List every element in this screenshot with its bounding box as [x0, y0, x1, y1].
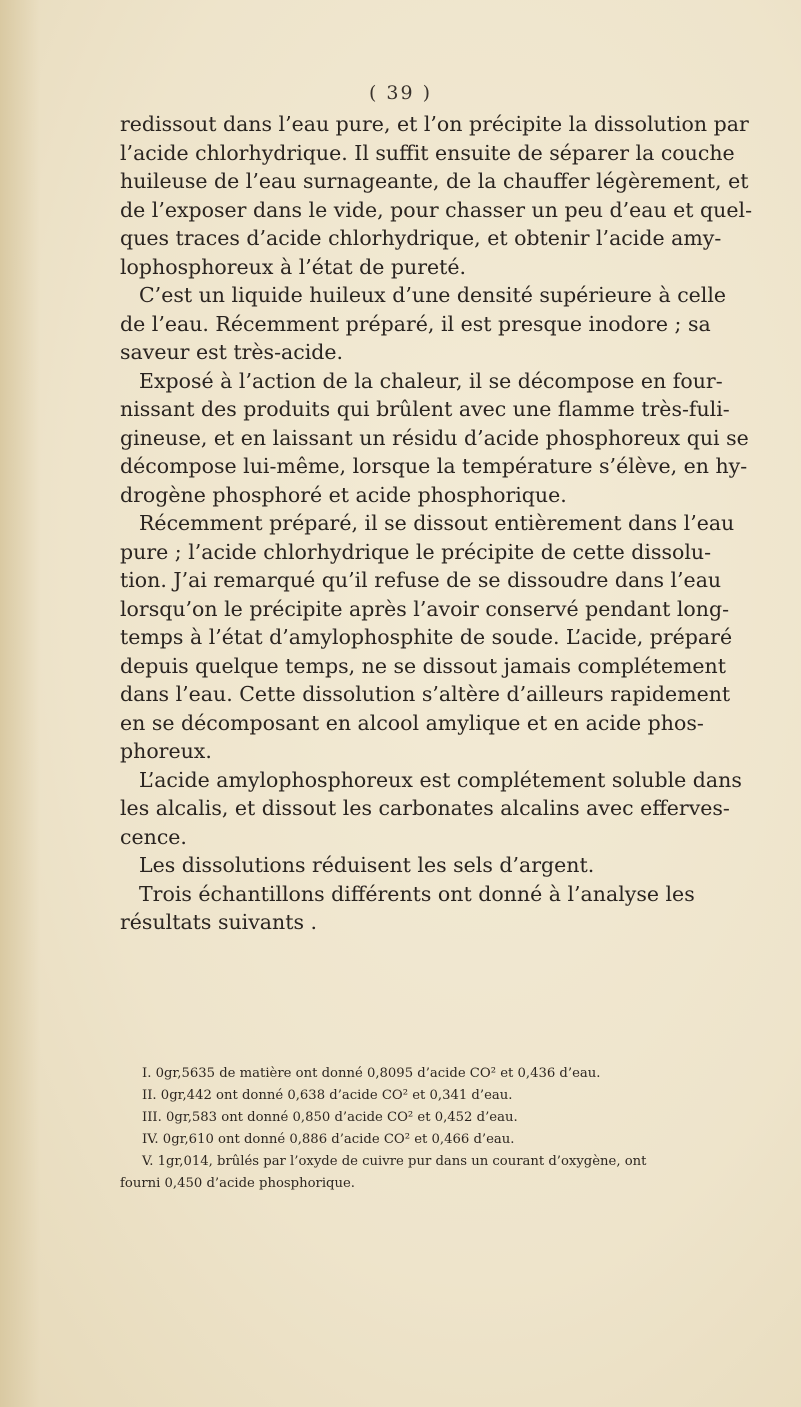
result-line: fourni 0,450 d’acide phosphorique. — [120, 1176, 355, 1191]
text-line: L’acide amylophosphoreux est complétement soluble dans — [139, 767, 742, 792]
text-line: résultats suivants . — [120, 910, 318, 934]
text-line: dans l’eau. Cette dissolution s’altère d’ailleurs rapidement — [120, 682, 731, 706]
page-number: ( 39 ) — [368, 82, 433, 104]
text-line: Exposé à l’action de la chaleur, il se décompose en four- — [139, 368, 723, 393]
result-line: V. 1gr,014, brûlés par l’oxyde de cuivre pur dans un courant d’oxygène, ont — [142, 1154, 647, 1169]
page-edge-stain — [0, 0, 40, 1407]
text-line: drogène phosphoré et acide phosphorique. — [120, 482, 567, 507]
text-line: tion. J’ai remarqué qu’il refuse de se dissoudre dans l’eau — [120, 568, 722, 592]
text-line: phoreux. — [120, 739, 212, 763]
text-line: les alcalis, et dissout les carbonates alcalins avec efferves- — [120, 796, 730, 820]
result-line: III. 0gr,583 ont donné 0,850 d’acide CO² et 0,452 d’eau. — [142, 1110, 518, 1125]
text-line: C’est un liquide huileux d’une densité supérieure à celle — [139, 283, 727, 307]
text-line: pure ; l’acide chlorhydrique le précipite de cette dissolu- — [120, 539, 712, 564]
text-line: redissout dans l’eau pure, et l’on précipite la dissolution par — [120, 112, 749, 136]
text-line: de l’exposer dans le vide, pour chasser un peu d’eau et quel- — [120, 197, 752, 222]
result-line: II. 0gr,442 ont donné 0,638 d’acide CO² et 0,341 d’eau. — [142, 1088, 513, 1103]
text-line: lorsqu’on le précipite après l’avoir conservé pendant long- — [120, 596, 730, 621]
result-line: IV. 0gr,610 ont donné 0,886 d’acide CO² et 0,466 d’eau. — [142, 1132, 515, 1147]
text-line: Les dissolutions réduisent les sels d’argent. — [139, 853, 595, 877]
text-line: l’acide chlorhydrique. Il suffit ensuite de séparer la couche — [120, 140, 735, 165]
body-text — [120, 110, 752, 937]
text-line: ques traces d’acide chlorhydrique, et obtenir l’acide amy- — [120, 226, 722, 250]
text-line: nissant des produits qui brûlent avec une flamme très-fuli- — [120, 397, 730, 421]
text-line: temps à l’état d’amylophosphite de soude. L’acide, préparé — [120, 625, 733, 649]
result-line: I. 0gr,5635 de matière ont donné 0,8095 d’acide CO² et 0,436 d’eau. — [142, 1066, 601, 1081]
text-line: Récemment préparé, il se dissout entièrement dans l’eau — [139, 511, 735, 535]
text-line: décompose lui-même, lorsque la température s’élève, en hy- — [120, 454, 748, 478]
text-line: en se décomposant en alcool amylique et en acide phos- — [120, 710, 704, 735]
text-line: lophosphoreux à l’état de pureté. — [120, 254, 467, 279]
text-line: de l’eau. Récemment préparé, il est presque inodore ; sa — [120, 311, 711, 336]
text-line: depuis quelque temps, ne se dissout jamais complétement — [120, 653, 726, 678]
text-line: cence. — [120, 824, 187, 849]
text-line: Trois échantillons différents ont donné à l’analyse les — [139, 881, 695, 906]
text-line: huileuse de l’eau surnageante, de la chauffer légèrement, et — [120, 169, 749, 193]
analysis-results — [120, 1063, 692, 1195]
text-line: saveur est très-acide. — [120, 340, 344, 364]
text-line: gineuse, et en laissant un résidu d’acide phosphoreux qui se — [120, 425, 749, 450]
